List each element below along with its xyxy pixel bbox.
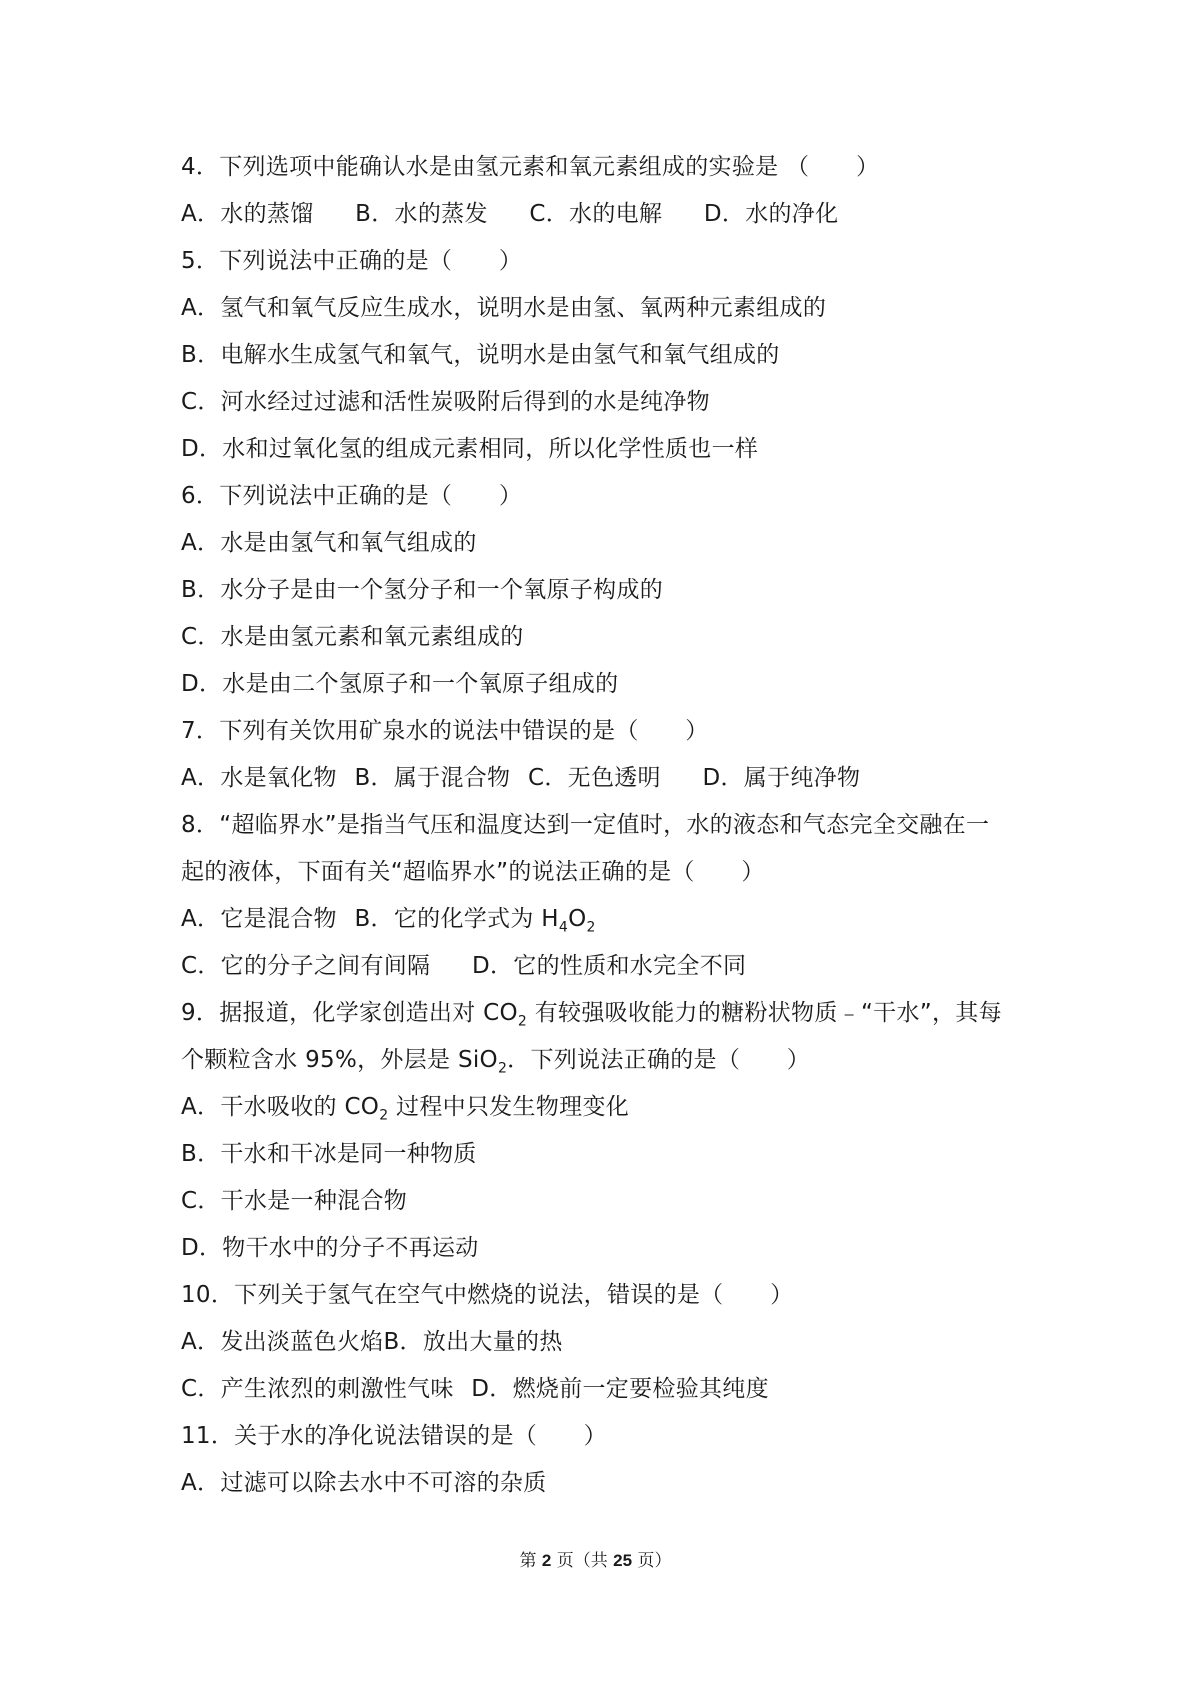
q8-option-c: C．它的分子之间有间隔: [181, 953, 431, 979]
q6-option-d: D．水是由二个氢原子和一个氧原子组成的: [181, 671, 619, 697]
question-8-options-cd: [181, 943, 1021, 990]
q9-option-b: B．干水和干冰是同一种物质: [181, 1141, 477, 1167]
footer-prefix: 第: [519, 1551, 542, 1571]
question-10-options-ab: [181, 1319, 1021, 1366]
q9-option-c: C．干水是一种混合物: [181, 1188, 408, 1214]
question-5-stem: 5．下列说法中正确的是（ ）: [181, 248, 523, 274]
q8-option-b-oxygen: O: [568, 906, 587, 932]
question-7-stem: 7．下列有关饮用矿泉水的说法中错误的是（ ）: [181, 718, 709, 744]
question-9-stem-line-1: [181, 990, 1021, 1037]
q8-option-a: A．它是混合物: [181, 906, 337, 932]
question-4-options: [181, 191, 1021, 238]
q9-stem-l2-subscript: 2: [497, 1060, 508, 1077]
question-8-stem-line-2: 起的液体，下面有关“超临界水”的说法正确的是（ ）: [181, 859, 765, 885]
q6-option-c: C．水是由氢元素和氧元素组成的: [181, 624, 524, 650]
question-4-stem: 4．下列选项中能确认水是由氢元素和氧元素组成的实验是 （ ）: [181, 154, 880, 180]
exam-page-body: [181, 144, 1021, 1507]
q8-option-b-prefix: B．它的化学式为 H: [354, 906, 559, 932]
q9-option-d: D．物干水中的分子不再运动: [181, 1235, 479, 1261]
question-11-stem: 11．关于水的净化说法错误的是（ ）: [181, 1423, 607, 1449]
page-footer: [0, 1546, 1191, 1571]
question-10-options-cd: [181, 1366, 1021, 1413]
q7-option-d: D．属于纯净物: [702, 765, 861, 791]
q6-option-a: A．水是由氢气和氧气组成的: [181, 530, 477, 556]
q9-option-a-post: 过程中只发生物理变化: [388, 1094, 630, 1120]
q8-option-b-subscript-2: 2: [586, 919, 596, 936]
q7-option-b: B．属于混合物: [354, 765, 511, 791]
q5-option-a: A．氢气和氧气反应生成水，说明水是由氢、氧两种元素组成的: [181, 295, 827, 321]
q5-option-c: C．河水经过过滤和活性炭吸附后得到的水是纯净物: [181, 389, 710, 415]
q5-option-d: D．水和过氧化氢的组成元素相同，所以化学性质也一样: [181, 436, 759, 462]
footer-middle: 页（共: [551, 1551, 614, 1571]
q11-option-a: A．过滤可以除去水中不可溶的杂质: [181, 1470, 547, 1496]
footer-suffix: 页）: [632, 1551, 672, 1571]
q9-option-a-subscript: 2: [379, 1107, 389, 1124]
q9-stem-l1-subscript: 2: [517, 1013, 528, 1030]
q9-stem-l2-part-b: ．下列说法正确的是（ ）: [507, 1047, 811, 1073]
q9-option-a-pre: A．干水吸收的 CO: [181, 1094, 380, 1120]
question-9-stem-line-2: [181, 1037, 1021, 1084]
q9-option-a: [181, 1084, 1021, 1131]
q7-option-a: A．水是氧化物: [181, 765, 337, 791]
q10-option-d: D．燃烧前一定要检验其纯度: [471, 1376, 769, 1402]
q5-option-b: B．电解水生成氢气和氧气，说明水是由氢气和氧气组成的: [181, 342, 780, 368]
footer-total-pages: 25: [613, 1551, 633, 1570]
footer-page-number: 2: [541, 1551, 552, 1570]
question-8-options-ab: [181, 896, 1021, 943]
question-8-stem-line-1: 8．“超临界水”是指当气压和温度达到一定值时，水的液态和气态完全交融在一: [181, 812, 990, 838]
q4-option-a: A．水的蒸馏: [181, 201, 314, 227]
q4-option-b: B．水的蒸发: [355, 201, 488, 227]
question-6-stem: 6．下列说法中正确的是（ ）: [181, 483, 523, 509]
q7-option-c: C．无色透明: [527, 765, 661, 791]
q6-option-b: B．水分子是由一个氢分子和一个氧原子构成的: [181, 577, 664, 603]
q9-stem-l1-part-a: 9．据报道，化学家创造出对 CO: [181, 1000, 518, 1026]
q9-stem-l2-part-a: 个颗粒含水 95%，外层是 SiO: [181, 1047, 498, 1073]
q4-option-d: D．水的净化: [703, 201, 839, 227]
q10-option-a: A．发出淡蓝色火焰: [181, 1329, 384, 1355]
q10-option-c: C．产生浓烈的刺激性气味: [181, 1376, 454, 1402]
question-10-stem: 10．下列关于氢气在空气中燃烧的说法，错误的是（ ）: [181, 1282, 794, 1308]
q10-option-b: B．放出大量的热: [383, 1329, 563, 1355]
q9-stem-l1-part-b: 有较强吸收能力的糖粉状物质﹣“干水”，其每: [527, 1000, 1002, 1026]
q4-option-c: C．水的电解: [529, 201, 663, 227]
question-7-options: [181, 755, 1021, 802]
q8-option-b-subscript-4: 4: [558, 919, 569, 936]
q8-option-d: D．它的性质和水完全不同: [472, 953, 747, 979]
